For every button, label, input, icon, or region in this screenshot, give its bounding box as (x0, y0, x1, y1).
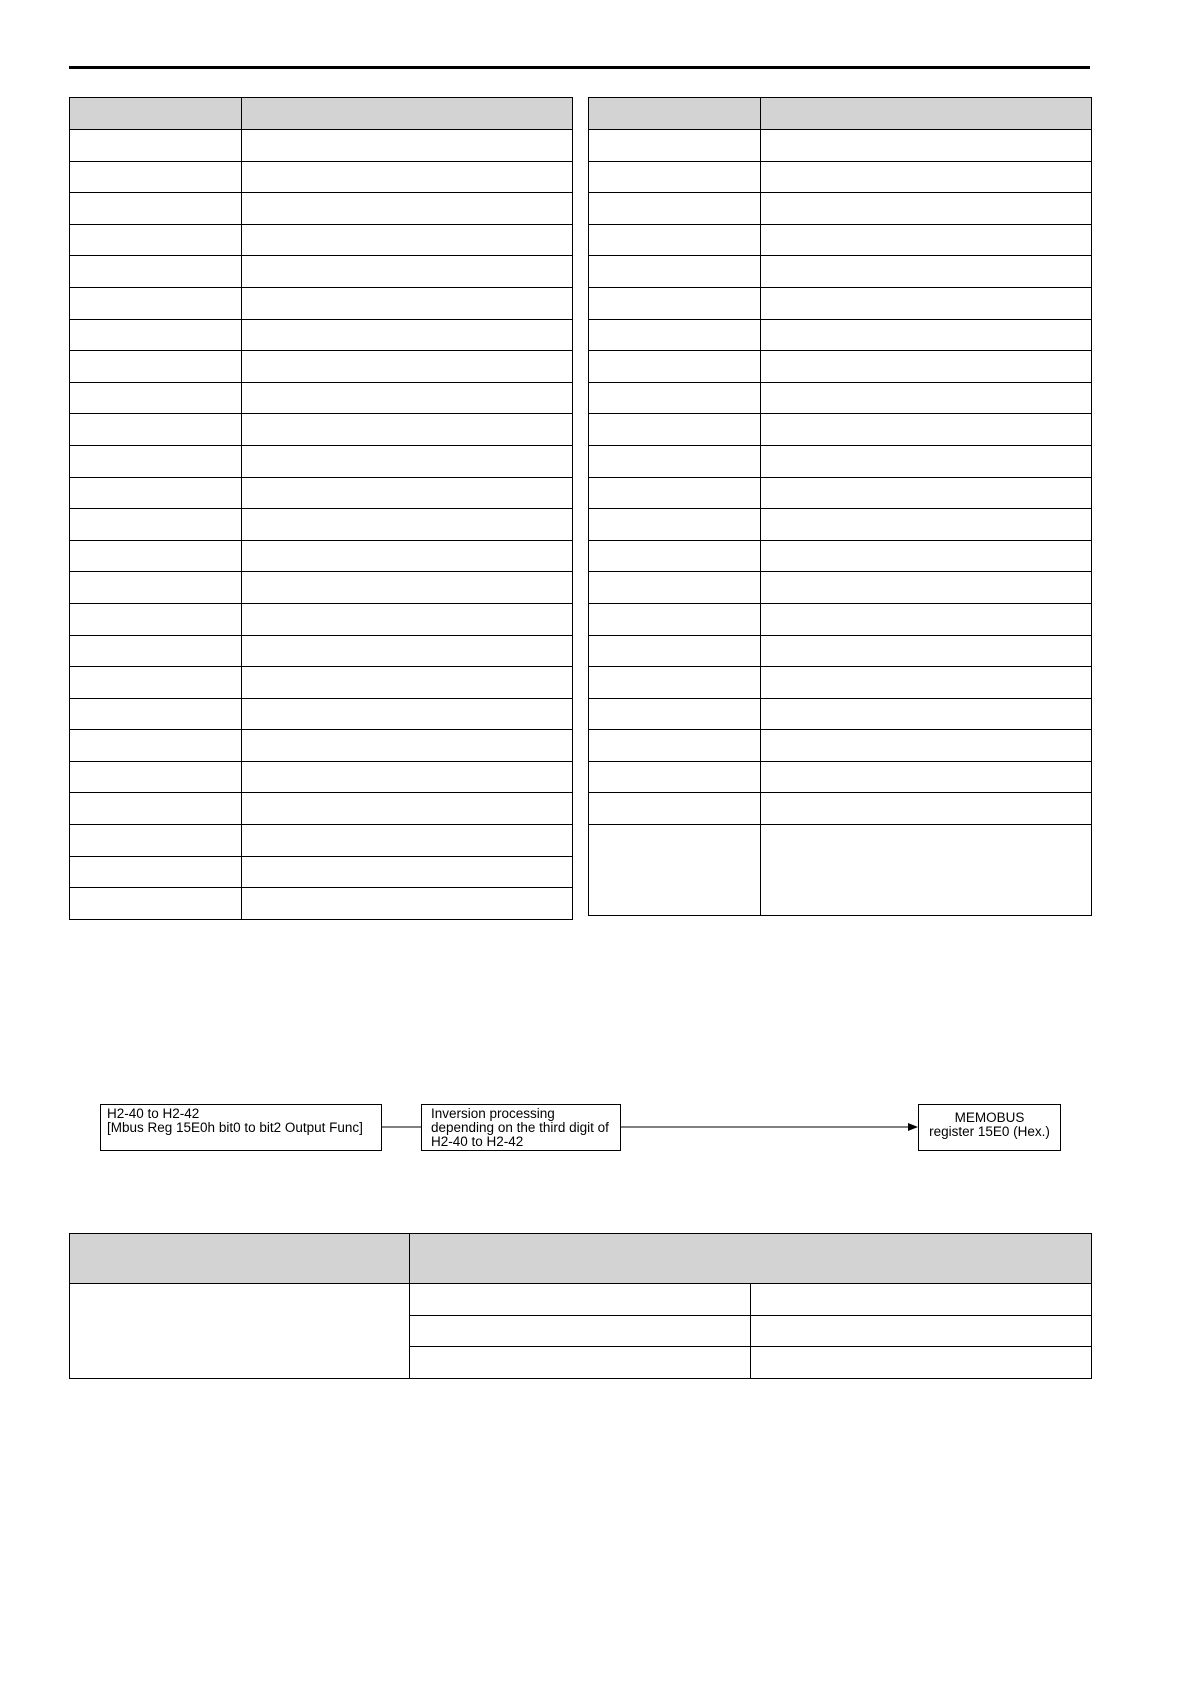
table-cell (70, 224, 242, 256)
table-header-cell (70, 1234, 410, 1284)
table-cell (761, 382, 1092, 414)
table-cell (70, 130, 242, 162)
table-cell (70, 856, 242, 888)
table-cell (70, 761, 242, 793)
table-cell (70, 319, 242, 351)
table-cell (589, 793, 761, 825)
table-row (70, 256, 573, 288)
table-row (589, 414, 1092, 446)
source-parameter-box (100, 1104, 382, 1151)
table-cell (242, 351, 573, 383)
table-cell (761, 603, 1092, 635)
table-row (589, 161, 1092, 193)
table-cell (751, 1315, 1092, 1347)
table-row (70, 509, 573, 541)
table-cell (761, 130, 1092, 162)
table-row (70, 161, 573, 193)
table-cell (589, 193, 761, 225)
table-cell (761, 351, 1092, 383)
table-cell (242, 319, 573, 351)
process-box-line1: Inversion processing (431, 1106, 555, 1121)
table-cell (761, 509, 1092, 541)
table-header-row (70, 98, 573, 130)
table-row (589, 635, 1092, 667)
table-row (70, 856, 573, 888)
table-cell (70, 572, 242, 604)
table-cell (70, 698, 242, 730)
table-header-row (70, 1234, 1092, 1284)
table-row (70, 540, 573, 572)
table-header-cell (70, 98, 242, 130)
table-row (70, 319, 573, 351)
table-cell (761, 825, 1092, 916)
table-cell (70, 287, 242, 319)
table-header-cell (589, 98, 761, 130)
table-header-cell (410, 1234, 1092, 1284)
table-row (589, 256, 1092, 288)
table-cell (70, 667, 242, 699)
memobus-register-box (918, 1104, 1061, 1151)
table-cell (761, 256, 1092, 288)
table-row (589, 509, 1092, 541)
table-cell (242, 477, 573, 509)
table-cell (70, 825, 242, 857)
table-row (70, 761, 573, 793)
table-cell (242, 856, 573, 888)
table-row (589, 793, 1092, 825)
table-cell (70, 730, 242, 762)
right-table (588, 97, 1092, 916)
process-box-line3: H2-40 to H2-42 (431, 1134, 524, 1149)
source-box-line2: [Mbus Reg 15E0h bit0 to bit2 Output Func] (107, 1120, 363, 1135)
table-cell (761, 161, 1092, 193)
bottom-table (69, 1233, 1092, 1379)
table-cell (589, 224, 761, 256)
table-cell (761, 224, 1092, 256)
table-cell (242, 667, 573, 699)
table-row (589, 224, 1092, 256)
table-cell (761, 193, 1092, 225)
table-cell (70, 635, 242, 667)
table-cell (242, 730, 573, 762)
table-cell (761, 730, 1092, 762)
table-row (589, 445, 1092, 477)
table-row (70, 477, 573, 509)
table-cell (70, 603, 242, 635)
table-cell (589, 287, 761, 319)
arrowhead-icon (908, 1123, 918, 1131)
table-cell (761, 540, 1092, 572)
table-cell (242, 603, 573, 635)
table-cell (761, 445, 1092, 477)
table-cell (410, 1347, 751, 1379)
table-row (70, 224, 573, 256)
table-cell (410, 1284, 751, 1316)
table-cell (70, 161, 242, 193)
table-row (589, 287, 1092, 319)
table-row (589, 761, 1092, 793)
table-cell (589, 698, 761, 730)
table-cell (589, 572, 761, 604)
table-cell (70, 382, 242, 414)
table-cell (751, 1347, 1092, 1379)
table-cell (761, 477, 1092, 509)
table-cell (242, 698, 573, 730)
table-header-row (589, 98, 1092, 130)
table-cell (242, 572, 573, 604)
table-row (589, 382, 1092, 414)
target-box-line2: register 15E0 (Hex.) (929, 1124, 1050, 1139)
table-cell (410, 1315, 751, 1347)
table-cell (70, 793, 242, 825)
table-row (70, 382, 573, 414)
table-cell (242, 130, 573, 162)
table-row (589, 130, 1092, 162)
table-cell (242, 161, 573, 193)
table-cell (242, 509, 573, 541)
table-cell (242, 414, 573, 446)
table-cell (589, 256, 761, 288)
table-cell (70, 477, 242, 509)
table-row (70, 793, 573, 825)
table-cell (589, 540, 761, 572)
table-row (589, 730, 1092, 762)
table-cell (761, 319, 1092, 351)
table-row (70, 572, 573, 604)
table-cell (70, 540, 242, 572)
table-cell (242, 382, 573, 414)
table-row (70, 667, 573, 699)
table-cell (242, 888, 573, 920)
table-row (589, 572, 1092, 604)
table-header-cell (242, 98, 573, 130)
process-box-line2: depending on the third digit of (431, 1120, 609, 1135)
table-cell (242, 445, 573, 477)
table-cell (761, 793, 1092, 825)
table-cell (242, 635, 573, 667)
table-row (70, 888, 573, 920)
table-header-cell (761, 98, 1092, 130)
table-cell (589, 319, 761, 351)
table-cell (751, 1284, 1092, 1316)
table-cell (761, 667, 1092, 699)
table-row (589, 319, 1092, 351)
table-row (70, 193, 573, 225)
target-box-line1: MEMOBUS (954, 1110, 1025, 1125)
table-row (70, 351, 573, 383)
table-cell (242, 256, 573, 288)
table-cell (589, 445, 761, 477)
table-row (70, 1284, 1092, 1316)
table-row (70, 603, 573, 635)
table-row (589, 698, 1092, 730)
inversion-process-box (421, 1104, 621, 1151)
table-row (70, 445, 573, 477)
table-cell (70, 351, 242, 383)
table-cell (242, 761, 573, 793)
table-row (589, 603, 1092, 635)
source-box-line1: H2-40 to H2-42 (107, 1106, 200, 1121)
table-cell (70, 445, 242, 477)
table-row (70, 635, 573, 667)
table-cell (589, 382, 761, 414)
table-cell (70, 414, 242, 446)
table-cell (761, 635, 1092, 667)
table-cell (589, 414, 761, 446)
table-cell (761, 698, 1092, 730)
table-cell (761, 414, 1092, 446)
table-cell (589, 161, 761, 193)
table-cell (761, 287, 1092, 319)
table-cell (589, 130, 761, 162)
table-cell (242, 540, 573, 572)
table-row (70, 698, 573, 730)
left-table (69, 97, 573, 920)
table-row (70, 414, 573, 446)
table-cell (589, 635, 761, 667)
table-row (70, 130, 573, 162)
table-row (70, 730, 573, 762)
table-cell (70, 888, 242, 920)
table-cell (589, 667, 761, 699)
table-cell (70, 256, 242, 288)
table-cell (242, 825, 573, 857)
table-merged-cell (70, 1284, 410, 1379)
table-cell (589, 509, 761, 541)
table-cell (70, 193, 242, 225)
table-row (589, 193, 1092, 225)
header-rule (69, 66, 1090, 69)
table-row (589, 667, 1092, 699)
table-cell (242, 224, 573, 256)
table-row (70, 287, 573, 319)
table-cell (242, 287, 573, 319)
table-row (70, 825, 573, 857)
table-cell (761, 761, 1092, 793)
table-cell (589, 603, 761, 635)
table-cell (70, 509, 242, 541)
table-row (589, 825, 1092, 916)
table-cell (589, 730, 761, 762)
table-cell (589, 761, 761, 793)
table-row (589, 540, 1092, 572)
table-cell (589, 477, 761, 509)
table-cell (589, 825, 761, 916)
table-cell (242, 193, 573, 225)
table-cell (761, 572, 1092, 604)
table-row (589, 477, 1092, 509)
table-row (589, 351, 1092, 383)
table-cell (589, 351, 761, 383)
table-cell (242, 793, 573, 825)
